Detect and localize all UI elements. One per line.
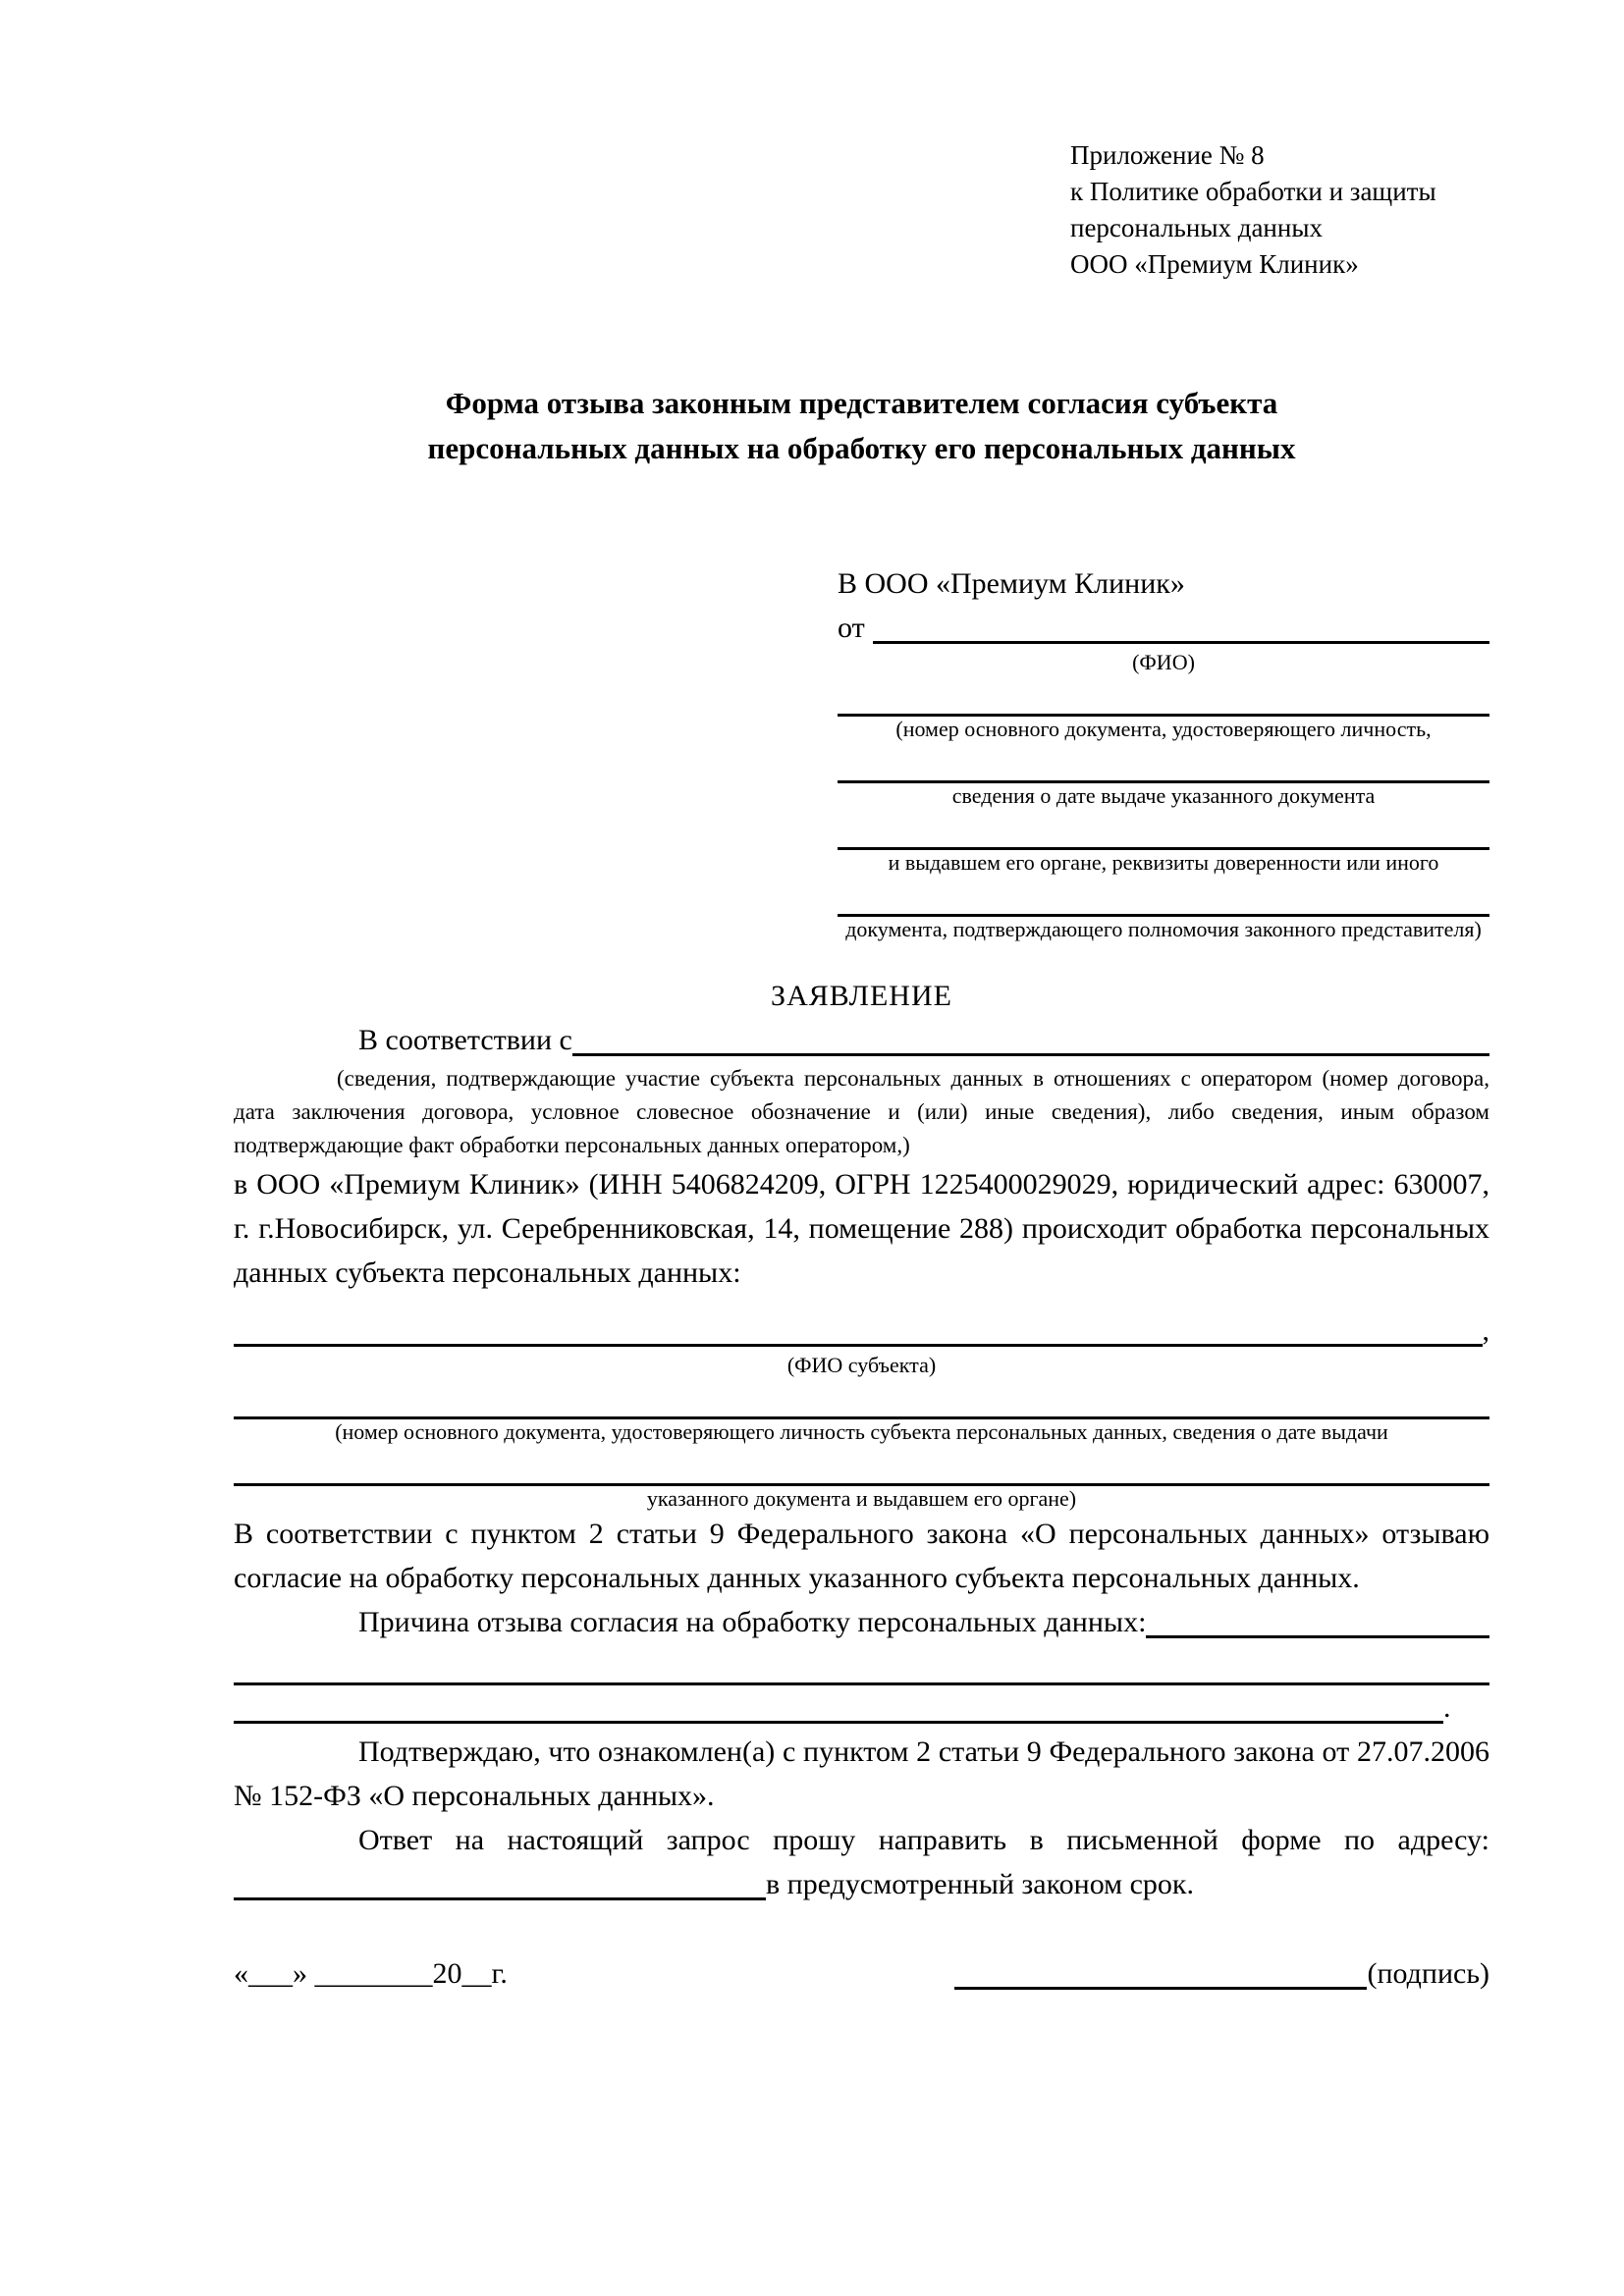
reason-continuation-blank-line2 [234,1685,1443,1724]
appendix-line: ООО «Премиум Клиник» [1070,249,1359,279]
reply-address-row [234,1862,1489,1906]
subject-document-blank-line [234,1378,1489,1419]
subject-document-caption: (номер основного документа, удостоверяющего личность субъекта персональных данных, сведения о дате выдачи [335,1419,1388,1444]
statement-heading: ЗАЯВЛЕНИЕ [771,980,952,1012]
issue-date-blank-line [838,742,1489,783]
appendix-line: Приложение № 8 [1070,140,1265,170]
date-signature-row [234,1951,1489,1996]
subject-fio-row [234,1308,1489,1353]
signature-blank-line [954,1987,1367,1990]
appendix-line: к Политике обработки и защиты [1070,177,1436,206]
from-label: от [838,612,865,644]
reply-tail: в предусмотренный законом срок. [766,1868,1194,1900]
document-title-line2: персональных данных на обработку его персональных данных [427,431,1296,465]
document-number-blank-line [838,675,1489,717]
recipient-block [838,561,1489,942]
details-note: (сведения, подтверждающие участие субъекта персональных данных в отношениях с оператором (номер договора, дата заключения договора, условное словесное обозначение и (или) иные сведения), либо сведения, иным образом подтверждающие факт обработки персональных данных оператором,) [234,1066,1489,1157]
accordance-label: В соответствии с [358,1024,572,1056]
subject-document-blank-line2 [234,1445,1489,1486]
line-caption: документа, подтверждающего полномочия законного представителя) [845,917,1482,941]
reply-paragraph: Ответ на настоящий запрос прошу направить в письменной форме по адресу: [358,1824,1489,1856]
trailing-period: . [1443,1691,1451,1724]
authority-document-blank-line [838,876,1489,917]
withdrawal-paragraph: В соответствии с пунктом 2 статьи 9 Федерального закона «О персональных данных» отзываю согласие на обработку персональных данных указанного субъекта персональных данных. [234,1518,1489,1594]
reason-continuation-blank-line [234,1644,1489,1685]
accordance-row [234,1018,1489,1062]
document-title [234,381,1489,471]
reason-label: Причина отзыва согласия на обработку персональных данных: [358,1606,1147,1638]
fio-caption: (ФИО) [1132,650,1195,674]
operator-paragraph: в ООО «Премиум Клиник» (ИНН 5406824209, ОГРН 1225400029029, юридический адрес: 630007, г. г.Новосибирск, ул. Серебренниковская, 14, помещение 288) происходит обработка персональных данных субъекта персональных данных: [234,1168,1489,1289]
subject-document-caption2: указанного документа и выдавшем его органе) [646,1486,1077,1511]
date-field: «___» ________20__г. [234,1957,508,1990]
reason-blank-line [1146,1600,1489,1638]
confirmation-paragraph: Подтверждаю, что ознакомлен(а) с пунктом 2 статьи 9 Федерального закона от 27.07.2006 № 152-ФЗ «О персональных данных». [234,1735,1489,1812]
reply-address-blank-line [234,1862,766,1900]
appendix-line: персональных данных [1070,213,1323,242]
signature-caption: (подпись) [1367,1957,1489,1990]
appendix-note [1070,137,1489,283]
reason-final-row [234,1685,1489,1730]
issuing-authority-blank-line [838,809,1489,850]
reason-row [234,1600,1489,1644]
line-caption: (номер основного документа, удостоверяющего личность, [895,717,1432,741]
line-caption: сведения о дате выдаче указанного документа [951,783,1376,808]
subject-fio-caption: (ФИО субъекта) [786,1353,937,1377]
trailing-comma: , [1482,1314,1489,1347]
from-field-row [838,606,1489,650]
line-caption: и выдавшем его органе, реквизиты доверенности или иного [888,850,1439,875]
from-blank-line [873,606,1489,644]
accordance-blank-line [572,1018,1489,1056]
subject-fio-blank-line [234,1308,1483,1347]
recipient-to: В ООО «Премиум Клиник» [838,567,1185,600]
document-title-line1: Форма отзыва законным представителем согласия субъекта [445,386,1278,420]
signature-field [954,1951,1489,1996]
